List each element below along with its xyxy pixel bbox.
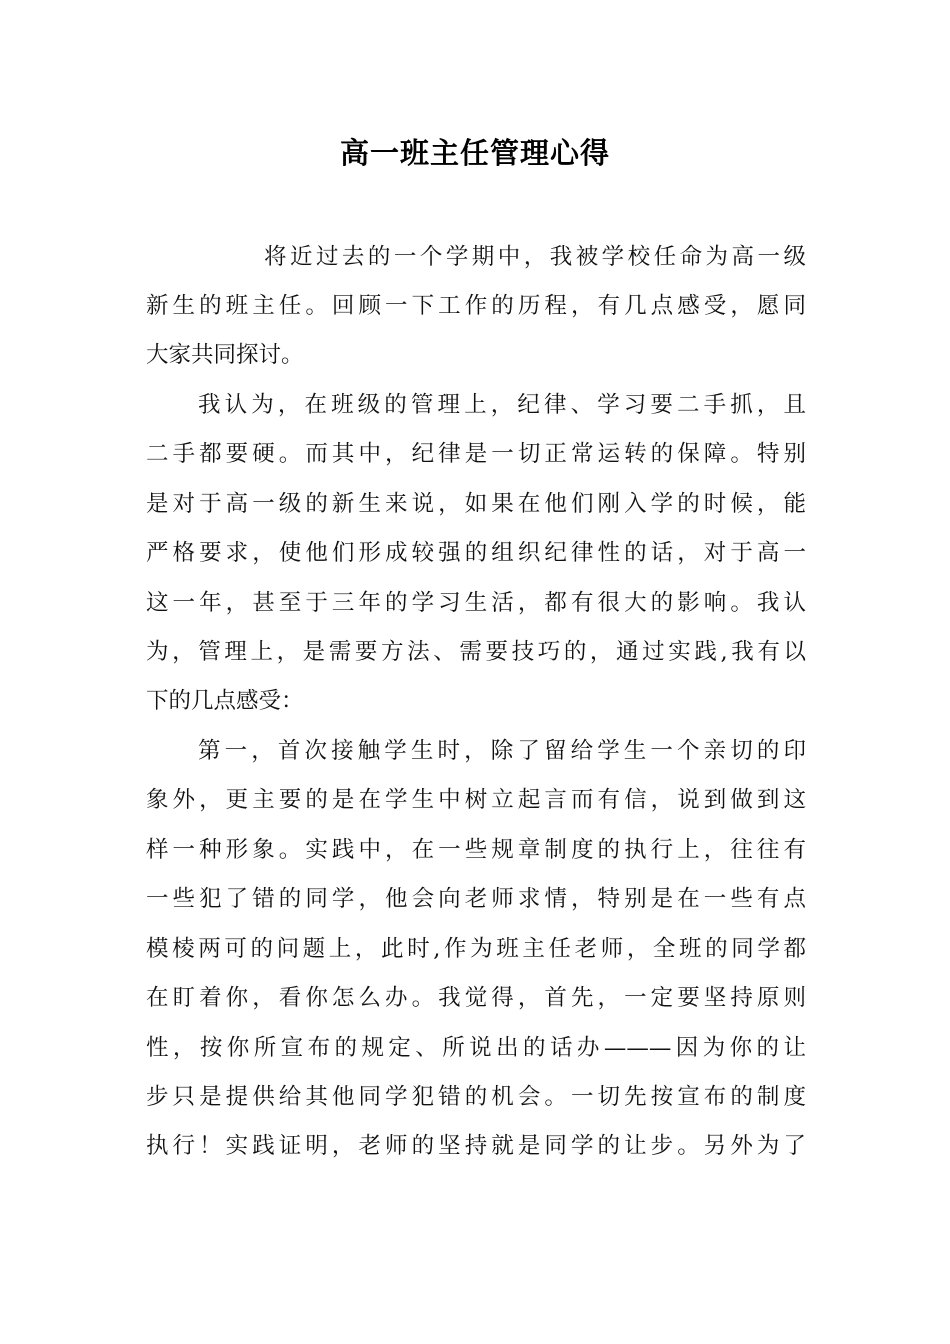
text-line: 大家共同探讨。 bbox=[146, 342, 304, 368]
text-line: 执行！实践证明，老师的坚持就是同学的让步。另外为了 bbox=[146, 1133, 806, 1159]
text-line: 我认为，在班级的管理上，纪律、学习要二手抓，且 bbox=[198, 392, 806, 418]
text-line: 样一种形象。实践中，在一些规章制度的执行上，往往有 bbox=[146, 837, 806, 863]
text-line: 一些犯了错的同学，他会向老师求情，特别是在一些有点 bbox=[146, 886, 806, 912]
text-line: 模棱两可的问题上，此时,作为班主任老师，全班的同学都 bbox=[146, 936, 806, 962]
text-line: 这一年，甚至于三年的学习生活，都有很大的影响。我认 bbox=[146, 590, 806, 616]
text-line: 下的几点感受： bbox=[146, 688, 304, 714]
text-line: 严格要求，使他们形成较强的组织纪律性的话，对于高一 bbox=[146, 540, 806, 566]
text-line: 性，按你所宣布的规定、所说出的话办———因为你的让 bbox=[146, 1035, 806, 1061]
text-line: 将近过去的一个学期中，我被学校任命为高一级 bbox=[264, 244, 806, 270]
text-line: 步只是提供给其他同学犯错的机会。一切先按宣布的制度 bbox=[146, 1084, 806, 1110]
text-line: 象外，更主要的是在学生中树立起言而有信，说到做到这 bbox=[146, 787, 806, 813]
text-line: 为，管理上，是需要方法、需要技巧的，通过实践,我有以 bbox=[146, 639, 806, 665]
document-title: 高一班主任管理心得 bbox=[339, 136, 610, 170]
text-line: 是对于高一级的新生来说，如果在他们刚入学的时候，能 bbox=[146, 491, 806, 517]
text-line: 第一，首次接触学生时，除了留给学生一个亲切的印 bbox=[198, 738, 806, 764]
text-line: 在盯着你，看你怎么办。我觉得，首先，一定要坚持原则 bbox=[146, 985, 806, 1011]
text-line: 二手都要硬。而其中，纪律是一切正常运转的保障。特别 bbox=[146, 441, 806, 467]
text-line: 新生的班主任。回顾一下工作的历程，有几点感受，愿同 bbox=[146, 293, 806, 319]
